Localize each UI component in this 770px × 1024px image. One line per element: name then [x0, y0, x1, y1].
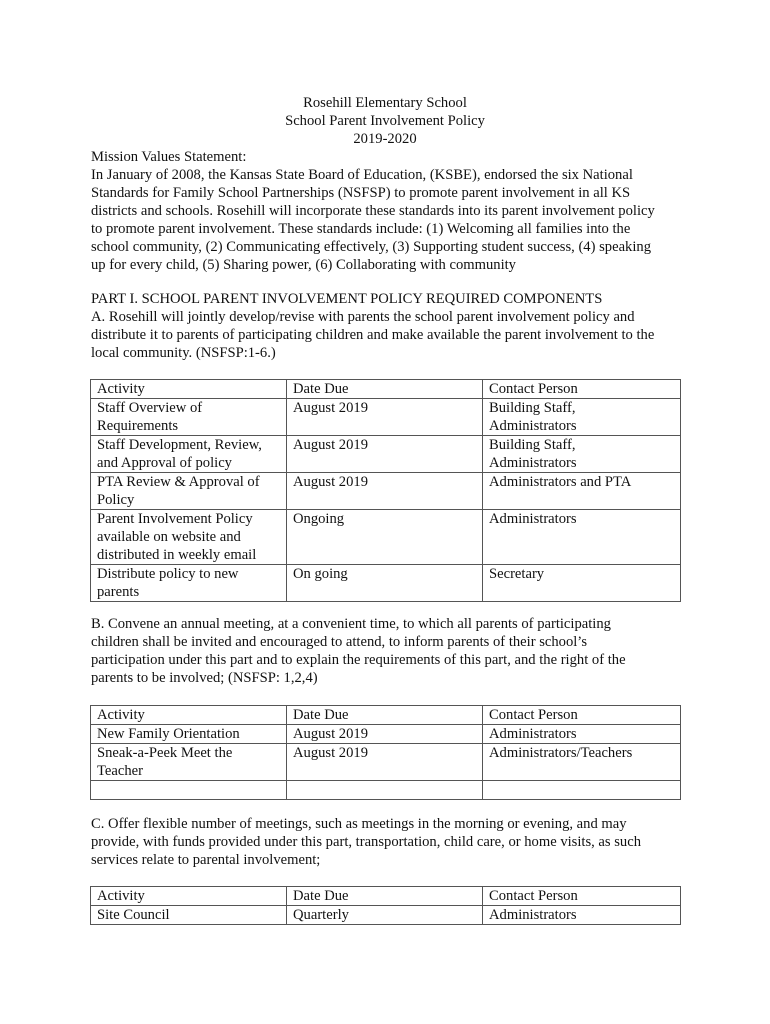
table-row [91, 473, 681, 510]
school-year: 2019-2020 [353, 131, 417, 147]
table-row [91, 436, 681, 473]
header-date-due: Date Due [287, 887, 483, 906]
header-activity: Activity [91, 380, 287, 399]
table-row [91, 906, 681, 925]
section-b [91, 615, 691, 687]
cell-date: August 2019 [287, 436, 483, 473]
cell-date: August 2019 [287, 744, 483, 781]
cell-date: On going [287, 565, 483, 602]
header-date-due: Date Due [287, 380, 483, 399]
section-c-line: services relate to parental involvement; [91, 852, 321, 868]
cell-contact: Building Staff, Administrators [483, 399, 681, 436]
mission-line: to promote parent involvement. These standards include: (1) Welcoming all families into the [91, 221, 631, 237]
cell-date: Quarterly [287, 906, 483, 925]
cell-activity: Site Council [91, 906, 287, 925]
section-b-line: B. Convene an annual meeting, at a convenient time, to which all parents of participating [91, 616, 611, 632]
cell-activity: New Family Orientation [91, 725, 287, 744]
table-row [91, 725, 681, 744]
section-b-line: children shall be invited and encouraged to attend, to inform parents of their school’s [91, 634, 588, 650]
part1-line: local community. (NSFSP:1-6.) [91, 345, 276, 361]
cell-date: August 2019 [287, 725, 483, 744]
cell-date: August 2019 [287, 399, 483, 436]
table-row [91, 565, 681, 602]
cell-contact: Administrators [483, 725, 681, 744]
section-c-line: C. Offer flexible number of meetings, such as meetings in the morning or evening, and may [91, 816, 627, 832]
table-b [90, 705, 681, 800]
table-header-row [91, 706, 681, 725]
school-name: Rosehill Elementary School [303, 95, 467, 111]
mission-line: Standards for Family School Partnerships (NSFSP) to promote parent involvement in all KS [91, 185, 631, 201]
mission-line: In January of 2008, the Kansas State Board of Education, (KSBE), endorsed the six National [91, 167, 633, 183]
header-contact-person: Contact Person [483, 380, 681, 399]
mission-line: up for every child, (5) Sharing power, (6) Collaborating with community [91, 257, 516, 273]
table-row [91, 744, 681, 781]
cell-contact: Administrators/Teachers [483, 744, 681, 781]
cell-date [287, 781, 483, 800]
cell-activity: Staff Development, Review, and Approval of policy [91, 436, 287, 473]
mission-line: districts and schools. Rosehill will incorporate these standards into its parent involvement policy [91, 203, 655, 219]
cell-date: August 2019 [287, 473, 483, 510]
cell-contact: Administrators and PTA [483, 473, 681, 510]
section-b-line: participation under this part and to explain the requirements of this part, and the right of the [91, 652, 626, 668]
cell-contact: Secretary [483, 565, 681, 602]
table-header-row [91, 887, 681, 906]
header-date-due: Date Due [287, 706, 483, 725]
cell-contact: Administrators [483, 510, 681, 565]
header-contact-person: Contact Person [483, 706, 681, 725]
header-activity: Activity [91, 706, 287, 725]
table-row [91, 510, 681, 565]
section-c [91, 815, 691, 869]
mission-statement [91, 148, 691, 274]
cell-contact: Administrators [483, 906, 681, 925]
part1-line: distribute it to parents of participating children and make available the parent involvement to the [91, 327, 655, 343]
cell-activity: Distribute policy to new parents [91, 565, 287, 602]
cell-activity: PTA Review & Approval of Policy [91, 473, 287, 510]
mission-line: school community, (2) Communicating effectively, (3) Supporting student success, (4) speaking [91, 239, 651, 255]
table-row [91, 399, 681, 436]
section-b-line: parents to be involved; (NSFSP: 1,2,4) [91, 670, 318, 686]
cell-activity: Staff Overview of Requirements [91, 399, 287, 436]
cell-activity [91, 781, 287, 800]
table-c [90, 886, 681, 925]
part1-heading: PART I. SCHOOL PARENT INVOLVEMENT POLICY REQUIRED COMPONENTS [91, 291, 603, 307]
cell-activity: Sneak-a-Peek Meet the Teacher [91, 744, 287, 781]
header-activity: Activity [91, 887, 287, 906]
policy-title: School Parent Involvement Policy [285, 113, 485, 129]
cell-contact [483, 781, 681, 800]
table-a [90, 379, 681, 602]
section-c-line: provide, with funds provided under this part, transportation, child care, or home visits, as such [91, 834, 641, 850]
table-header-row [91, 380, 681, 399]
header-contact-person: Contact Person [483, 887, 681, 906]
mission-heading: Mission Values Statement: [91, 149, 247, 165]
table-row-empty [91, 781, 681, 800]
cell-contact: Building Staff, Administrators [483, 436, 681, 473]
part1-line: A. Rosehill will jointly develop/revise with parents the school parent involvement policy and [91, 309, 635, 325]
cell-activity: Parent Involvement Policy available on website and distributed in weekly email [91, 510, 287, 565]
cell-date: Ongoing [287, 510, 483, 565]
part1-section [91, 290, 691, 362]
